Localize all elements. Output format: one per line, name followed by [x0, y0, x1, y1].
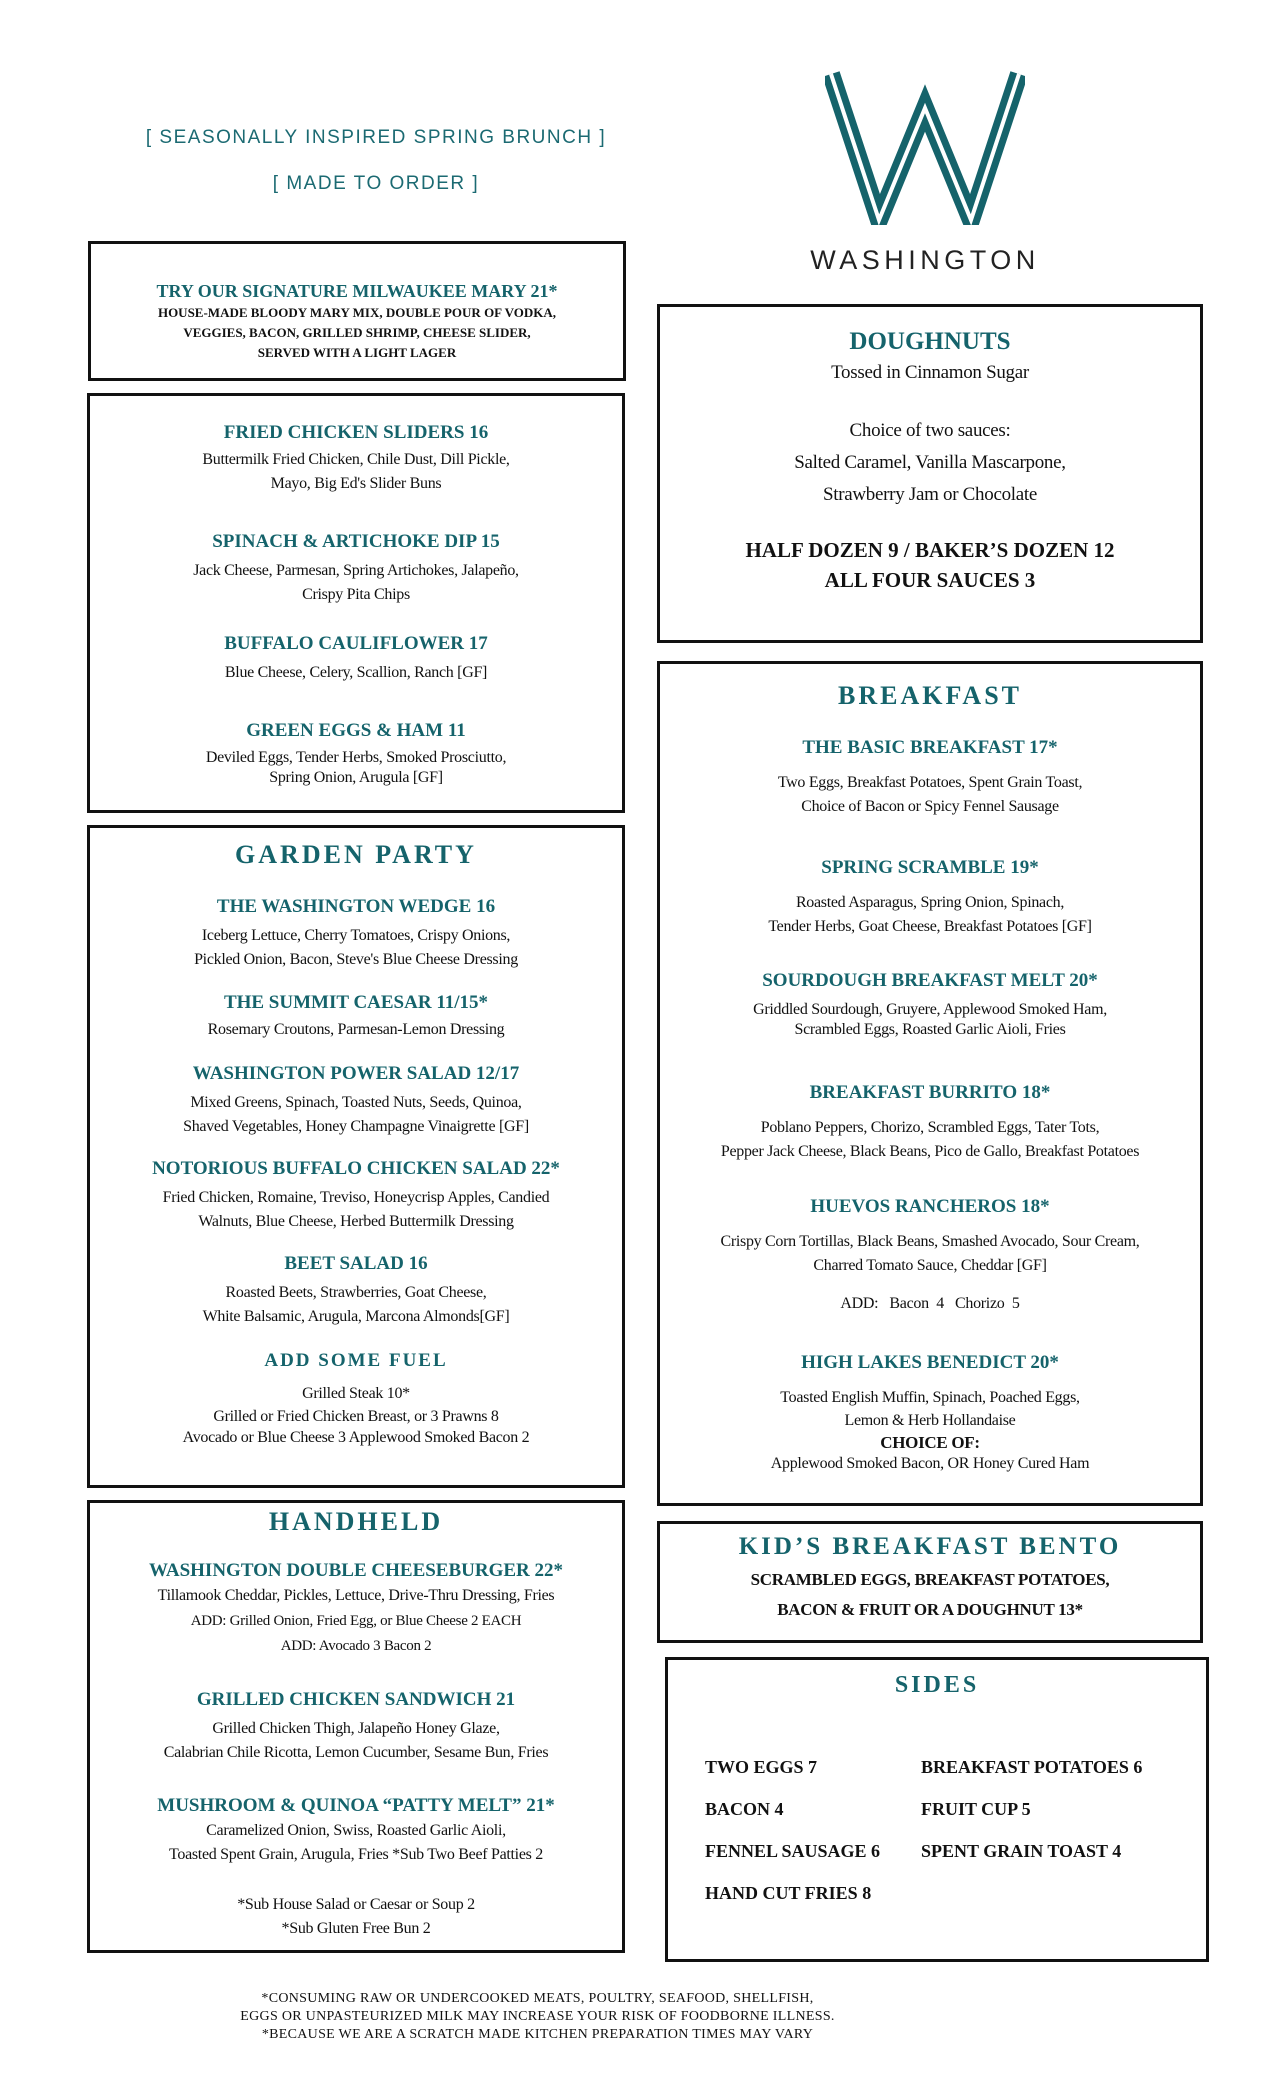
item-desc: Griddled Sourdough, Gruyere, Applewood Smoked Ham, — [753, 1001, 1107, 1018]
menu-item — [90, 1795, 622, 1867]
sides-title: SIDES — [894, 1672, 980, 1698]
menu-item — [660, 1352, 1200, 1474]
menu-item — [660, 1196, 1200, 1316]
item-desc: Blue Cheese, Celery, Scallion, Ranch [GF] — [224, 664, 488, 681]
kids-bento-line: BACON & FRUIT OR A DOUGHNUT 13* — [777, 1600, 1083, 1619]
substitutions — [90, 1893, 622, 1941]
item-desc: Charred Tomato Sauce, Cheddar [GF] — [813, 1257, 1047, 1274]
item-desc: Iceberg Lettuce, Cherry Tomatoes, Crispy Onions, — [201, 927, 511, 944]
side-item: SPENT GRAIN TOAST 4 — [921, 1841, 1122, 1861]
doughnuts-title: DOUGHNUTS — [849, 328, 1011, 355]
menu-item — [90, 720, 622, 788]
doughnut-sauce-price: ALL FOUR SAUCES 3 — [824, 568, 1036, 592]
signature-drink-title: TRY OUR SIGNATURE MILWAUKEE MARY 21* — [156, 281, 558, 301]
handheld-title: HANDHELD — [268, 1507, 444, 1536]
side-item: FENNEL SAUSAGE 6 — [705, 1841, 881, 1861]
item-add: ADD: Bacon 4 Chorizo 5 — [840, 1295, 1020, 1312]
disclaimer-line: EGGS OR UNPASTEURIZED MILK MAY INCREASE YOUR RISK OF FOODBORNE ILLNESS. — [240, 2009, 835, 2024]
item-desc: Deviled Eggs, Tender Herbs, Smoked Prosciutto, — [205, 749, 507, 766]
item-desc: Poblano Peppers, Chorizo, Scrambled Eggs, Tater Tots, — [760, 1119, 1100, 1136]
item-desc: Pickled Onion, Bacon, Steve's Blue Cheese Dressing — [194, 951, 518, 968]
item-desc: Jack Cheese, Parmesan, Spring Artichokes, Jalapeño, — [193, 562, 519, 579]
item-choice: Applewood Smoked Bacon, OR Honey Cured Ham — [770, 1455, 1090, 1472]
item-desc: Spring Onion, Arugula [GF] — [269, 769, 443, 786]
starters-box — [87, 393, 625, 813]
menu-item — [660, 1082, 1200, 1164]
item-desc: ADD: Grilled Onion, Fried Egg, or Blue Cheese 2 EACH — [190, 1613, 522, 1629]
sauce-line: Choice of two sauces: — [849, 420, 1011, 441]
disclaimer-line: *BECAUSE WE ARE A SCRATCH MADE KITCHEN PREPARATION TIMES MAY VARY — [261, 2027, 814, 2042]
add-some-fuel — [90, 1350, 622, 1448]
item-title: SOURDOUGH BREAKFAST MELT 20* — [762, 970, 1098, 991]
sauce-line: Salted Caramel, Vanilla Mascarpone, — [794, 452, 1066, 473]
sides-box — [665, 1657, 1209, 1962]
add-some-fuel-title: ADD SOME FUEL — [264, 1350, 448, 1371]
item-desc: Rosemary Croutons, Parmesan-Lemon Dressing — [207, 1021, 505, 1038]
menu-item — [90, 896, 622, 972]
item-title: WASHINGTON POWER SALAD 12/17 — [192, 1063, 520, 1084]
item-title: MUSHROOM & QUINOA “PATTY MELT” 21* — [157, 1795, 555, 1816]
kids-bento-title: KID’S BREAKFAST BENTO — [738, 1533, 1122, 1560]
sub-line: *Sub Gluten Free Bun 2 — [281, 1920, 431, 1937]
menu-item — [90, 1063, 622, 1139]
menu-item — [660, 737, 1200, 819]
kids-bento-line: SCRAMBLED EGGS, BREAKFAST POTATOES, — [750, 1570, 1110, 1589]
item-title: BUFFALO CAULIFLOWER 17 — [224, 633, 488, 654]
sub-line: *Sub House Salad or Caesar or Soup 2 — [237, 1896, 475, 1913]
item-title: SPINACH & ARTICHOKE DIP 15 — [212, 531, 500, 552]
signature-drink-line: HOUSE-MADE BLOODY MARY MIX, DOUBLE POUR OF VODKA, — [157, 305, 557, 320]
item-title: SPRING SCRAMBLE 19* — [821, 857, 1039, 878]
doughnuts-subtitle: Tossed in Cinnamon Sugar — [831, 362, 1029, 383]
item-desc: Caramelized Onion, Swiss, Roasted Garlic Aioli, — [206, 1822, 506, 1839]
item-title: WASHINGTON DOUBLE CHEESEBURGER 22* — [148, 1560, 564, 1581]
side-item: FRUIT CUP 5 — [921, 1799, 1031, 1819]
menu-item — [90, 422, 622, 496]
menu-tagline: [ SEASONALLY INSPIRED SPRING BRUNCH ] — [145, 127, 607, 148]
doughnuts-box — [657, 304, 1203, 643]
item-desc: Calabrian Chile Ricotta, Lemon Cucumber, Sesame Bun, Fries — [163, 1744, 549, 1761]
side-item: TWO EGGS 7 — [705, 1757, 818, 1777]
item-desc: Roasted Beets, Strawberries, Goat Cheese, — [225, 1284, 487, 1301]
fuel-line: Grilled or Fried Chicken Breast, or 3 Prawns 8 — [213, 1408, 499, 1425]
item-desc: Mixed Greens, Spinach, Toasted Nuts, Seeds, Quinoa, — [190, 1094, 522, 1111]
menu-item — [90, 531, 622, 607]
item-desc: Buttermilk Fried Chicken, Chile Dust, Dill Pickle, — [202, 451, 510, 468]
disclaimer-line: *CONSUMING RAW OR UNDERCOOKED MEATS, POULTRY, SEAFOOD, SHELLFISH, — [261, 1991, 814, 2006]
made-to-order-tagline: [ MADE TO ORDER ] — [272, 173, 480, 194]
item-desc: White Balsamic, Arugula, Marcona Almonds[GF] — [202, 1308, 510, 1325]
item-desc: Tender Herbs, Goat Cheese, Breakfast Potatoes [GF] — [768, 918, 1092, 935]
item-desc: Toasted English Muffin, Spinach, Poached Eggs, — [780, 1389, 1080, 1406]
menu-item — [90, 1689, 622, 1765]
item-title: HUEVOS RANCHEROS 18* — [810, 1196, 1050, 1217]
signature-drink-box — [88, 241, 626, 381]
sides-left-column — [705, 1746, 880, 1914]
item-desc: Fried Chicken, Romaine, Treviso, Honeycrisp Apples, Candied — [162, 1189, 550, 1206]
sides-right-column — [921, 1746, 1142, 1872]
item-choice-label: CHOICE OF: — [880, 1433, 980, 1452]
item-desc: Mayo, Big Ed's Slider Buns — [270, 475, 442, 492]
kids-bento-box — [657, 1521, 1203, 1643]
signature-drink-line: SERVED WITH A LIGHT LAGER — [257, 345, 457, 360]
menu-item — [660, 857, 1200, 939]
side-item: HAND CUT FRIES 8 — [705, 1883, 872, 1903]
menu-item — [90, 992, 622, 1042]
doughnut-price: HALF DOZEN 9 / BAKER’S DOZEN 12 — [745, 538, 1115, 562]
item-desc: ADD: Avocado 3 Bacon 2 — [280, 1638, 432, 1654]
item-desc: Scrambled Eggs, Roasted Garlic Aioli, Fries — [794, 1021, 1066, 1038]
side-item: BREAKFAST POTATOES 6 — [921, 1757, 1143, 1777]
garden-party-title: GARDEN PARTY — [235, 840, 477, 869]
menu-item — [90, 1560, 622, 1658]
breakfast-title: BREAKFAST — [838, 681, 1022, 710]
item-title: GRILLED CHICKEN SANDWICH 21 — [196, 1689, 516, 1710]
logo-wordmark: WASHINGTON — [810, 245, 1040, 275]
signature-drink-line: VEGGIES, BACON, GRILLED SHRIMP, CHEESE SLIDER, — [183, 325, 531, 340]
item-title: FRIED CHICKEN SLIDERS 16 — [223, 422, 489, 443]
item-desc: Grilled Chicken Thigh, Jalapeño Honey Glaze, — [212, 1720, 500, 1737]
washington-logo — [800, 70, 1050, 276]
item-desc: Crispy Corn Tortillas, Black Beans, Smashed Avocado, Sour Cream, — [720, 1233, 1140, 1250]
item-title: THE BASIC BREAKFAST 17* — [802, 737, 1058, 758]
item-desc: Toasted Spent Grain, Arugula, Fries *Sub Two Beef Patties 2 — [169, 1846, 543, 1863]
item-desc: Tillamook Cheddar, Pickles, Lettuce, Drive-Thru Dressing, Fries — [157, 1587, 555, 1604]
item-title: NOTORIOUS BUFFALO CHICKEN SALAD 22* — [152, 1158, 560, 1179]
item-desc: Roasted Asparagus, Spring Onion, Spinach, — [795, 894, 1065, 911]
item-title: GREEN EGGS & HAM 11 — [246, 720, 466, 741]
side-item: BACON 4 — [705, 1799, 784, 1819]
menu-item — [90, 1158, 622, 1234]
item-title: THE SUMMIT CAESAR 11/15* — [223, 992, 489, 1013]
item-desc: Choice of Bacon or Spicy Fennel Sausage — [801, 798, 1059, 815]
item-title: BEET SALAD 16 — [284, 1253, 428, 1274]
menu-item — [90, 633, 622, 685]
w-logo-icon — [825, 70, 1025, 225]
item-title: THE WASHINGTON WEDGE 16 — [216, 896, 496, 917]
fuel-line: Grilled Steak 10* — [302, 1385, 410, 1402]
breakfast-box — [657, 661, 1203, 1506]
fuel-line: Avocado or Blue Cheese 3 Applewood Smoked Bacon 2 — [182, 1429, 530, 1446]
item-desc: Two Eggs, Breakfast Potatoes, Spent Grain Toast, — [777, 774, 1083, 791]
item-desc: Pepper Jack Cheese, Black Beans, Pico de Gallo, Breakfast Potatoes — [720, 1143, 1140, 1160]
item-title: BREAKFAST BURRITO 18* — [809, 1082, 1051, 1103]
item-desc: Walnuts, Blue Cheese, Herbed Buttermilk Dressing — [198, 1213, 514, 1230]
handheld-box — [87, 1500, 625, 1953]
item-desc: Crispy Pita Chips — [302, 586, 410, 603]
item-desc: Lemon & Herb Hollandaise — [844, 1412, 1016, 1429]
footer-disclaimer — [150, 1990, 925, 2044]
menu-item — [660, 970, 1200, 1040]
garden-party-box — [87, 825, 625, 1488]
item-desc: Shaved Vegetables, Honey Champagne Vinaigrette [GF] — [183, 1118, 529, 1135]
menu-item — [90, 1253, 622, 1329]
sauce-line: Strawberry Jam or Chocolate — [822, 484, 1038, 505]
item-title: HIGH LAKES BENEDICT 20* — [801, 1352, 1059, 1373]
